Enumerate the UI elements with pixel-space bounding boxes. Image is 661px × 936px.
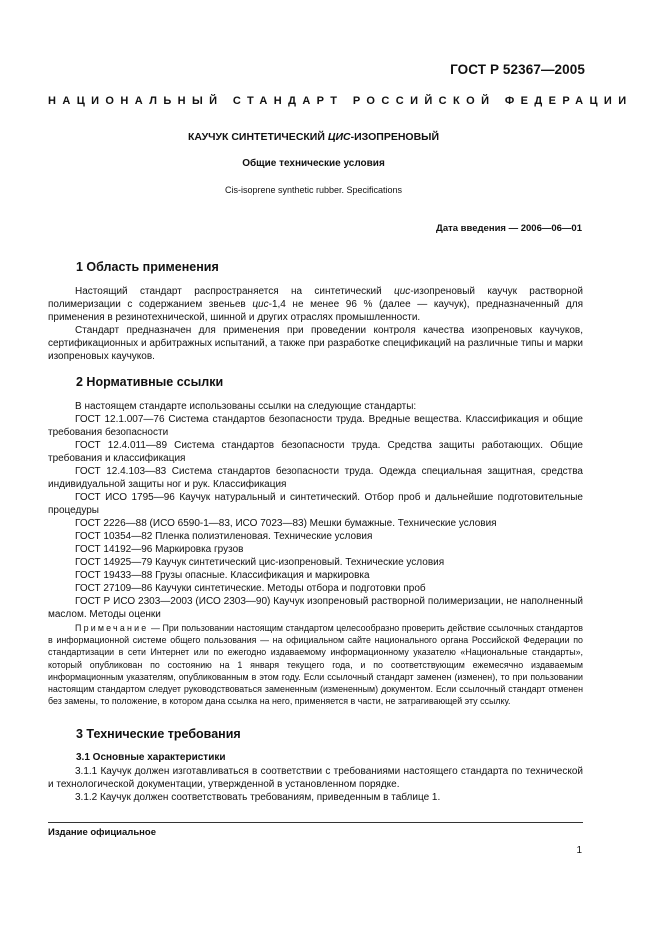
reference-item: ГОСТ ИСО 1795—96 Каучук натуральный и синтетический. Отбор проб и дальнейшие подготовительные процедуры: [48, 492, 583, 516]
document-title: КАУЧУК СИНТЕТИЧЕСКИЙ ЦИС-ИЗОПРЕНОВЫЙ: [187, 131, 439, 143]
reference-item: ГОСТ 12.4.103—83 Система стандартов безопасности труда. Одежда специальная защитная, средства индивидуальной защиты ног и рук. Классификация: [48, 466, 583, 490]
references-intro: В настоящем стандарте использованы ссылки на следующие стандарты:: [75, 401, 417, 412]
reference-item: ГОСТ 12.4.011—89 Система стандартов безопасности труда. Средства защиты работающих. Общие требования и классификация: [48, 440, 583, 464]
footer-divider: [48, 822, 583, 823]
reference-item: ГОСТ Р ИСО 2303—2003 (ИСО 2303—90) Каучук изопреновый растворной полимеризации, не наполненный маслом. Методы оценки: [48, 596, 583, 620]
section-3-heading: 3 Технические требования: [76, 727, 241, 741]
official-edition-label: Издание официальное: [48, 827, 156, 838]
standard-number: ГОСТ Р 52367—2005: [450, 62, 585, 77]
introduction-date: Дата введения — 2006—06—01: [436, 223, 582, 234]
subsection-3-1-heading: 3.1 Основные характеристики: [76, 752, 226, 763]
note-label: Примечание: [75, 623, 149, 633]
reference-item: ГОСТ 2226—88 (ИСО 6590-1—83, ИСО 7023—83) Мешки бумажные. Технические условия: [75, 518, 497, 529]
national-standard-title: НАЦИОНАЛЬНЫЙ СТАНДАРТ РОССИЙСКОЙ ФЕДЕРАЦИИ: [48, 95, 633, 107]
english-title: Cis-isoprene synthetic rubber. Specifications: [224, 185, 403, 195]
reference-item: ГОСТ 14192—96 Маркировка грузов: [75, 544, 244, 555]
section-1-paragraph-1: Настоящий стандарт распространяется на синтетический цис-изопреновый каучук растворной полимеризации с содержанием звеньев цис-1,4 не менее 96 % (далее — каучук), предназначенный для применения в резинотехнической, шинной и других отраслях промышленности.: [48, 286, 583, 323]
reference-item: ГОСТ 19433—88 Грузы опасные. Классификация и маркировка: [75, 570, 370, 581]
reference-item: ГОСТ 10354—82 Пленка полиэтиленовая. Технические условия: [75, 531, 373, 542]
section-1-heading: 1 Область применения: [76, 260, 219, 274]
clause-3-1-2: 3.1.2 Каучук должен соответствовать требованиям, приведенным в таблице 1.: [75, 792, 441, 803]
section-2-heading: 2 Нормативные ссылки: [76, 375, 224, 389]
document-subtitle: Общие технические условия: [242, 158, 385, 169]
reference-item: ГОСТ 12.1.007—76 Система стандартов безопасности труда. Вредные вещества. Классификация и общие требования безопасности: [48, 414, 583, 438]
section-1-paragraph-2: Стандарт предназначен для применения при проведении контроля качества изопреновых каучуков, сертификационных и арбитражных испытаний, а также при разработке спецификаций на различные типы и марки изопреновых каучуков.: [48, 325, 583, 362]
clause-3-1-1: 3.1.1 Каучук должен изготавливаться в соответствии с требованиями настоящего стандарта по технической и технологической документации, утвержденной в установленном порядке.: [48, 766, 583, 790]
reference-item: ГОСТ 14925—79 Каучук синтетический цис-изопреновый. Технические условия: [75, 557, 445, 568]
page-number: 1: [576, 845, 582, 856]
references-note: Примечание — При пользовании настоящим стандартом целесообразно проверить действие ссылочных стандартов в информационной системе общего пользования — на официальном сайте национального органа Российской Федерации по стандартизации в сети Интернет или по ежегодно издаваемому информационному указателю «Национальные стандарты», который опубликован по состоянию на 1 января текущего года, и по соответствующим ежемесячно издаваемым информационным указателям, опубликованным в этом году. Если ссылочный стандарт заменен (изменен), то при пользовании настоящим стандартом следует руководствоваться замененным (измененным) документом. Если ссылочный стандарт отменен без замены, то положение, в котором дана ссылка на него, применяется в части, не затрагивающей эту ссылку.: [48, 623, 583, 707]
reference-item: ГОСТ 27109—86 Каучуки синтетические. Методы отбора и подготовки проб: [75, 583, 426, 594]
